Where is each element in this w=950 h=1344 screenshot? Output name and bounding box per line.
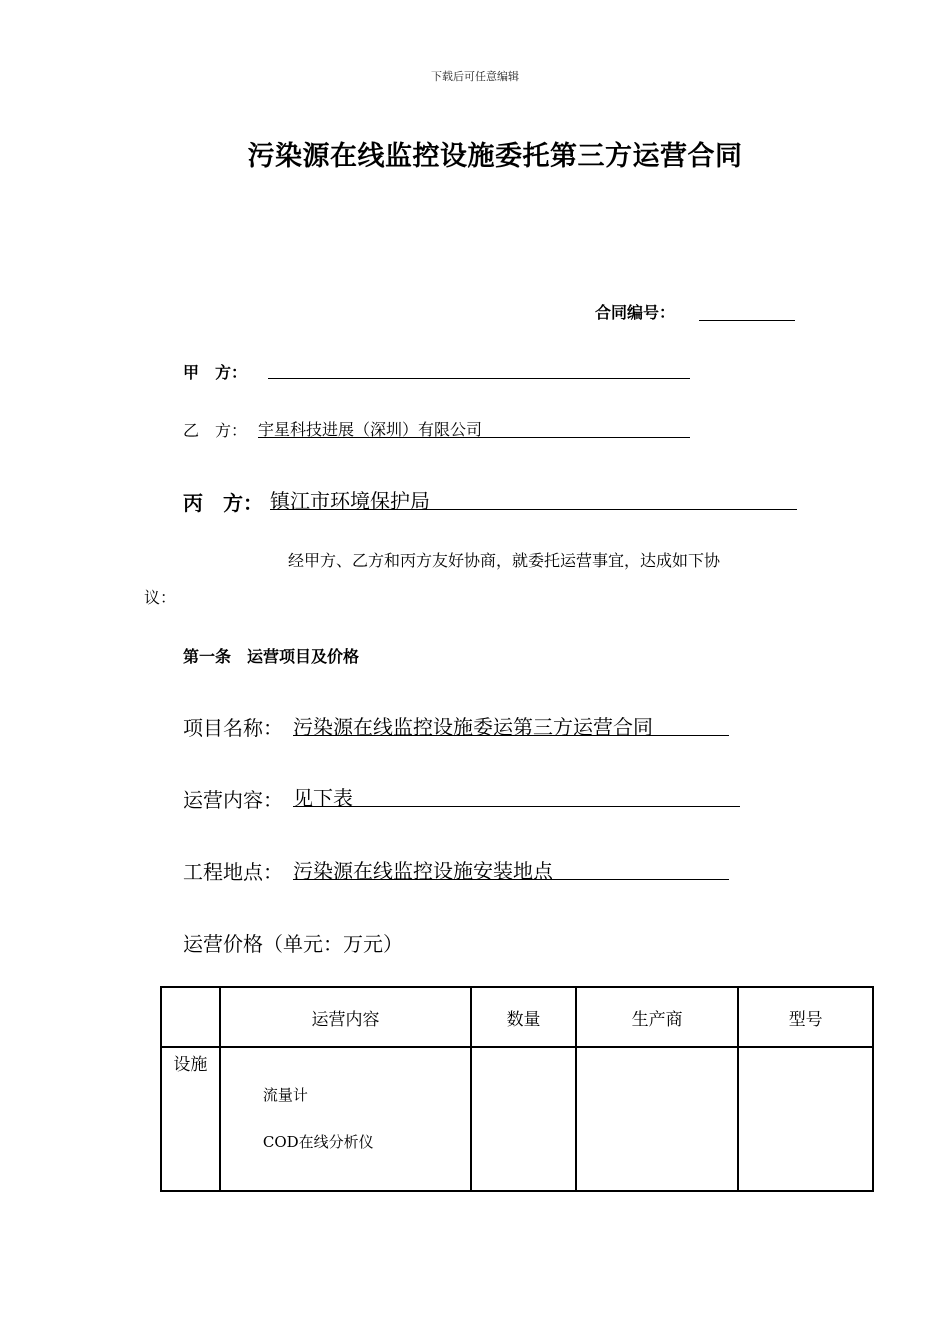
header-note: 下载后可任意编辑 xyxy=(431,70,519,83)
party-c-label: 丙 方： xyxy=(183,491,263,515)
party-c-field[interactable] xyxy=(270,489,797,513)
party-a-field[interactable] xyxy=(268,378,690,379)
operation-content-value: 见下表 xyxy=(293,786,353,810)
site-value: 污染源在线监控设施安装地点 xyxy=(293,859,553,883)
contract-no-label: 合同编号： xyxy=(595,303,676,322)
party-a-label: 甲 方： xyxy=(183,363,248,382)
party-b-field[interactable] xyxy=(258,420,690,439)
party-b-value: 宇星科技进展（深圳）有限公司 xyxy=(258,420,483,439)
list-item: 流量计 xyxy=(262,1086,308,1104)
article-1-heading: 第一条 运营项目及价格 xyxy=(183,647,360,666)
quantity-cell[interactable] xyxy=(471,1047,576,1191)
operations-table xyxy=(160,986,874,1192)
project-name-value: 污染源在线监控设施委运第三方运营合同 xyxy=(293,715,653,739)
header-cell-blank xyxy=(161,987,220,1047)
model-cell[interactable] xyxy=(738,1047,873,1191)
row-label-cell: 设施 xyxy=(161,1047,220,1191)
header-cell-manufacturer: 生产商 xyxy=(576,987,738,1047)
intro-line-2: 议： xyxy=(144,588,177,607)
table-row xyxy=(161,1047,873,1191)
project-name-label: 项目名称： xyxy=(183,716,283,740)
manufacturer-cell[interactable] xyxy=(576,1047,738,1191)
table-header-row xyxy=(161,987,873,1047)
intro-line-1: 经甲方、乙方和丙方友好协商，就委托运营事宜，达成如下协 xyxy=(288,551,721,570)
header-cell-model: 型号 xyxy=(738,987,873,1047)
items-cell xyxy=(220,1047,471,1191)
site-field[interactable] xyxy=(293,859,729,883)
site-label: 工程地点： xyxy=(183,860,283,884)
header-cell-quantity: 数量 xyxy=(471,987,576,1047)
operation-content-label: 运营内容： xyxy=(183,788,283,812)
operation-content-field[interactable] xyxy=(293,786,740,810)
project-name-field[interactable] xyxy=(293,715,729,739)
price-heading: 运营价格（单元：万元） xyxy=(183,932,403,956)
contract-no-field[interactable] xyxy=(699,320,795,321)
party-b-label: 乙 方： xyxy=(183,421,248,440)
party-c-value: 镇江市环境保护局 xyxy=(270,489,430,513)
list-item: COD在线分析仪 xyxy=(262,1133,374,1151)
header-cell-content: 运营内容 xyxy=(220,987,471,1047)
document-title: 污染源在线监控设施委托第三方运营合同 xyxy=(247,141,743,172)
